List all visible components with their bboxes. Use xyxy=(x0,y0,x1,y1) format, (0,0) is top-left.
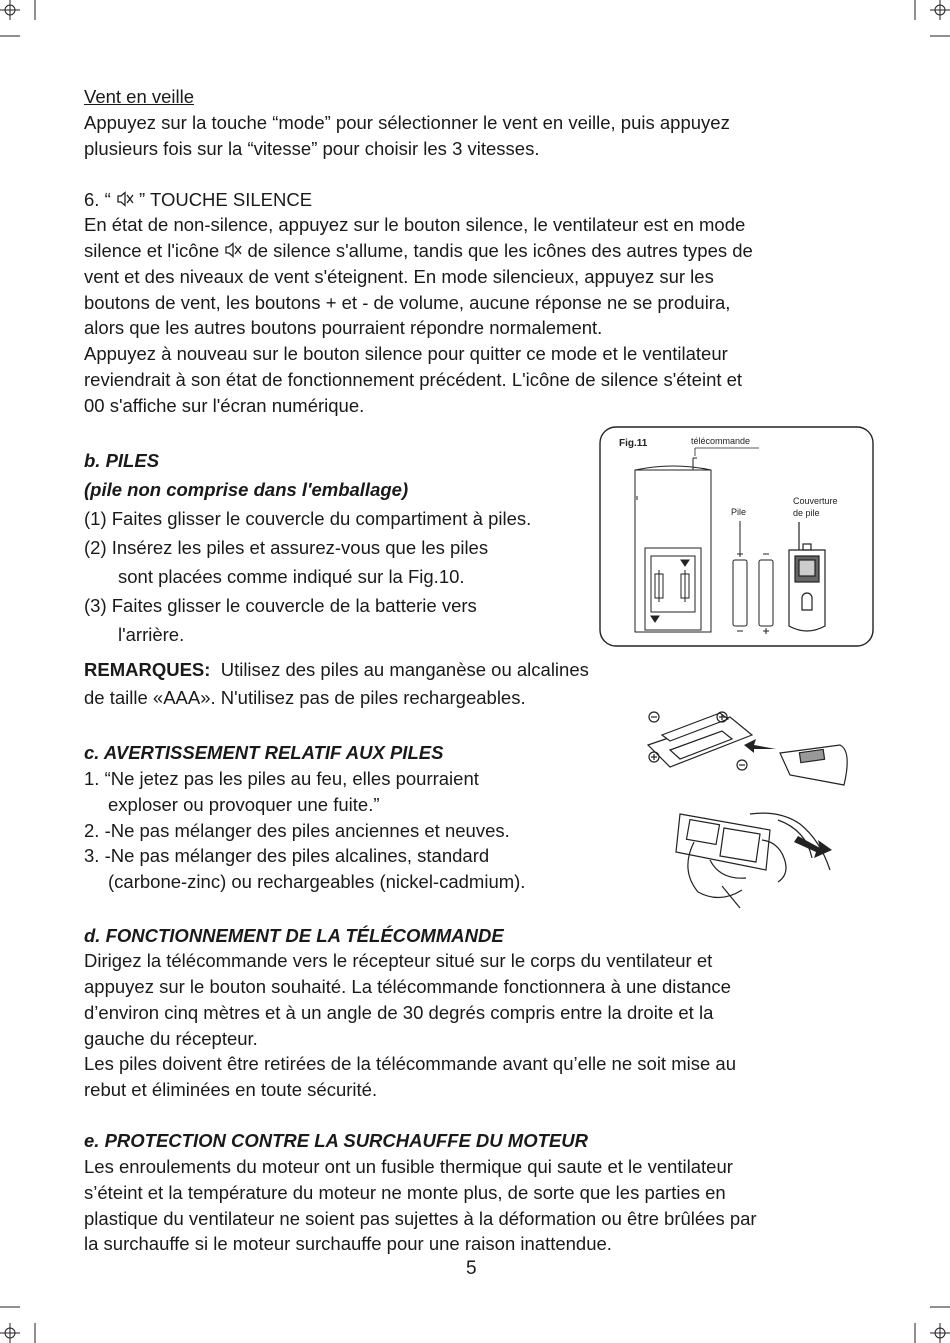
page-number: 5 xyxy=(466,1258,477,1279)
remote-heading: d. FONCTIONNEMENT DE LA TÉLÉCOMMANDE xyxy=(84,925,504,946)
warning-line-1: 1. “Ne jetez pas les piles au feu, elles pourraient xyxy=(84,768,479,789)
remarks-line-1 xyxy=(84,657,589,683)
warning-line-3: 3. -Ne pas mélanger des piles alcalines, standard xyxy=(84,845,490,866)
remote-line-6: rebut et éliminées en toute sécurité. xyxy=(84,1079,378,1100)
remote-line-5: Les piles doivent être retirées de la télécommande avant qu’elle ne soit mise au xyxy=(84,1053,736,1074)
silence-line-2-b: de silence s'allume, tandis que les icônes des autres types de xyxy=(247,240,753,261)
battery-insertion-illustration xyxy=(640,705,855,795)
motor-line-3: plastique du ventilateur ne soient pas sujettes à la déformation ou être brûlées par xyxy=(84,1208,757,1229)
piles-step-3: (3) Faites glisser le couvercle de la batterie vers xyxy=(84,595,477,616)
warning-line-3-cont: (carbone-zinc) ou rechargeables (nickel-cadmium). xyxy=(108,871,526,892)
silence-line-2 xyxy=(84,238,753,264)
remote-line-3: d’environ cinq mètres et à un angle de 30 degrés compris entre la droite et la xyxy=(84,1002,714,1023)
motor-line-1: Les enroulements du moteur ont un fusible thermique qui saute et le ventilateur xyxy=(84,1156,733,1177)
silence-line-7: reviendrait à son état de fonctionnement précédent. L'icône de silence s'éteint et xyxy=(84,369,743,390)
crop-mark-top-left xyxy=(0,0,50,40)
remarks-label: REMARQUES: xyxy=(84,659,211,680)
remote-line-2: appuyez sur le bouton souhaité. La télécommande fonctionnera à une distance xyxy=(84,976,731,997)
fig11-cover-label-2: de pile xyxy=(793,508,820,518)
silence-line-1: En état de non-silence, appuyez sur le bouton silence, le ventilateur est en mode xyxy=(84,214,746,235)
silence-heading-suffix: ” TOUCHE SILENCE xyxy=(139,189,313,210)
fig11-battery-label: Pile xyxy=(731,507,747,517)
silence-line-5: alors que les autres boutons pourraient répondre normalement. xyxy=(84,317,603,338)
piles-step-2-cont: sont placées comme indiqué sur la Fig.10. xyxy=(118,566,465,587)
silence-line-3: vent et des niveaux de vent s'éteignent. En mode silencieux, appuyez sur les xyxy=(84,266,714,287)
piles-heading: b. PILES xyxy=(84,450,160,471)
silence-line-8: 00 s'affiche sur l'écran numérique. xyxy=(84,395,365,416)
remote-line-1: Dirigez la télécommande vers le récepteur situé sur le corps du ventilateur et xyxy=(84,950,713,971)
motor-line-4: la surchauffe si le moteur surchauffe pour une raison inattendue. xyxy=(84,1233,612,1254)
warning-line-1-cont: exploser ou provoquer une fuite.” xyxy=(108,794,380,815)
warning-line-2: 2. -Ne pas mélanger des piles anciennes et neuves. xyxy=(84,820,510,841)
speaker-mute-icon xyxy=(224,240,242,258)
piles-step-3-cont: l'arrière. xyxy=(118,624,185,645)
silence-heading xyxy=(84,187,312,213)
figure-11-battery-diagram xyxy=(599,426,875,655)
fig11-label: Fig.11 xyxy=(619,438,648,449)
crop-mark-top-right xyxy=(900,0,950,40)
silence-line-6: Appuyez à nouveau sur le bouton silence pour quitter ce mode et le ventilateur xyxy=(84,343,728,364)
remarks-line-2: de taille «AAA». N'utilisez pas de piles rechargeables. xyxy=(84,687,526,708)
motor-line-2: s’éteint et la température du moteur ne monte plus, de sorte que les parties en xyxy=(84,1182,726,1203)
remote-hand-illustration xyxy=(650,800,850,917)
crop-mark-bottom-left xyxy=(0,1303,50,1343)
standby-heading: Vent en veille xyxy=(84,86,195,107)
standby-line-2: plusieurs fois sur la “vitesse” pour choisir les 3 vitesses. xyxy=(84,138,540,159)
piles-step-2: (2) Insérez les piles et assurez-vous que les piles xyxy=(84,537,489,558)
piles-subheading: (pile non comprise dans l'emballage) xyxy=(84,479,409,500)
fig11-cover-label-1: Couverture xyxy=(793,496,838,506)
remarks-text-1: Utilisez des piles au manganèse ou alcalines xyxy=(220,659,589,680)
warning-heading: c. AVERTISSEMENT RELATIF AUX PILES xyxy=(84,742,444,763)
silence-line-2-a: silence et l'icône xyxy=(84,240,220,261)
motor-heading: e. PROTECTION CONTRE LA SURCHAUFFE DU MOTEUR xyxy=(84,1130,588,1151)
standby-line-1: Appuyez sur la touche “mode” pour sélectionner le vent en veille, puis appuyez xyxy=(84,112,730,133)
piles-step-1: (1) Faites glisser le couvercle du compartiment à piles. xyxy=(84,508,532,529)
silence-heading-prefix: 6. “ xyxy=(84,189,111,210)
speaker-mute-icon xyxy=(116,189,134,207)
fig11-remote-label: télécommande xyxy=(691,436,751,446)
remote-line-4: gauche du récepteur. xyxy=(84,1028,258,1049)
crop-mark-bottom-right xyxy=(900,1303,950,1343)
silence-line-4: boutons de vent, les boutons + et - de volume, aucune réponse ne se produira, xyxy=(84,292,731,313)
